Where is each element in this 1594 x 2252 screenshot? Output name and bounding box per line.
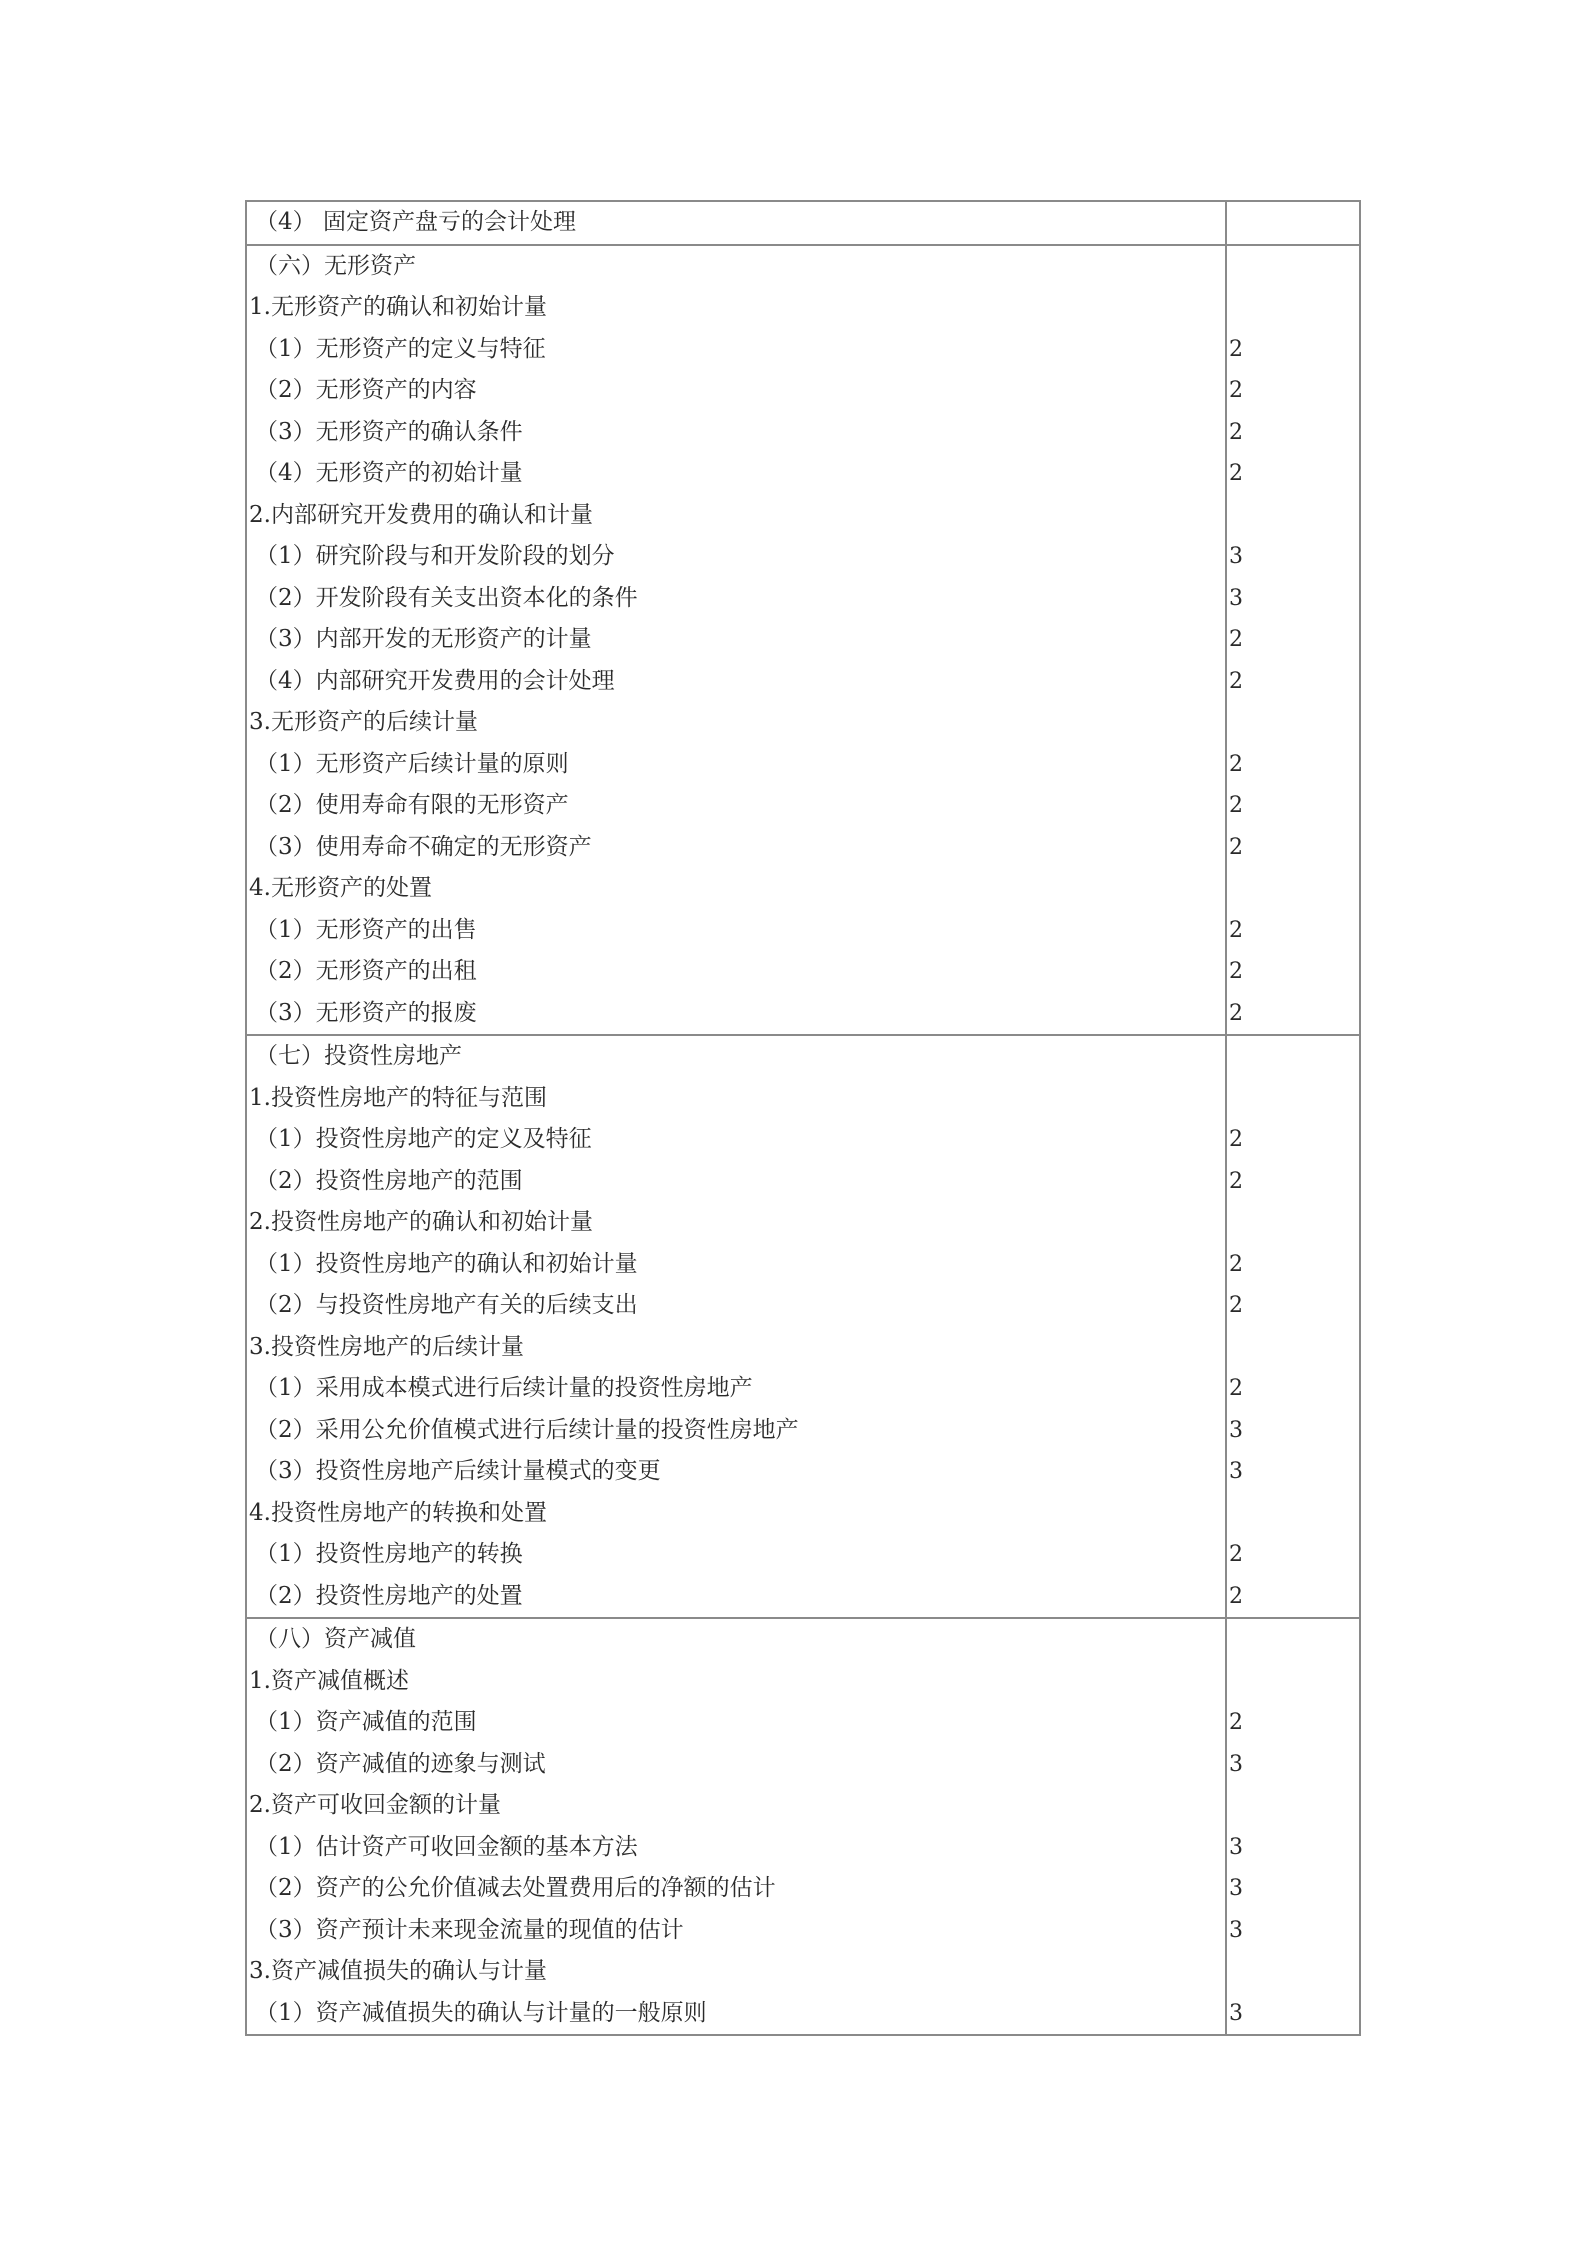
level-cell: [1226, 1618, 1360, 2035]
topic-item: （4） 固定资产盘亏的会计处理: [255, 209, 576, 235]
section-heading: （六）无形资产: [255, 252, 416, 279]
topic-heading: 3.资产减值损失的确认与计量: [249, 1958, 547, 1984]
level-number: 3: [1229, 1751, 1243, 1777]
topic-item: （1）无形资产的定义与特征: [255, 335, 546, 362]
level-number: 2: [1229, 1583, 1243, 1609]
level-number: 2: [1229, 1000, 1243, 1026]
level-number: 2: [1229, 668, 1243, 694]
topic-heading: 2.资产可收回金额的计量: [249, 1792, 501, 1818]
level-number: [1227, 1619, 1359, 1661]
topic-item: （3）内部开发的无形资产的计量: [255, 626, 592, 652]
topic-heading: 1.投资性房地产的特征与范围: [249, 1084, 547, 1111]
level-number: 2: [1229, 793, 1243, 818]
level-cell: [1226, 201, 1360, 245]
level-number: 2: [1229, 751, 1243, 777]
level-number: 2: [1229, 461, 1243, 486]
topic-item: （2）使用寿命有限的无形资产: [255, 792, 569, 818]
topic-item: （2）与投资性房地产有关的后续支出: [255, 1292, 638, 1318]
level-number: [1227, 202, 1359, 244]
topic-item: （3）无形资产的确认条件: [255, 418, 523, 445]
level-number: 3: [1229, 585, 1243, 611]
level-number: 2: [1229, 627, 1243, 652]
level-number: [1227, 1951, 1359, 1993]
level-number: 3: [1229, 1459, 1243, 1484]
topic-heading: 1.无形资产的确认和初始计量: [249, 294, 547, 320]
topic-heading: 4.无形资产的处置: [249, 875, 432, 901]
level-number: [1227, 1661, 1359, 1703]
level-cell: [1226, 245, 1360, 1036]
topic-item: （1）估计资产可收回金额的基本方法: [255, 1833, 638, 1860]
topic-item: （1）无形资产后续计量的原则: [255, 750, 569, 777]
level-number: [1227, 702, 1359, 744]
level-number: [1227, 1493, 1359, 1535]
level-number: 3: [1229, 1876, 1243, 1901]
topic-item: （1）资产减值的范围: [255, 1709, 477, 1735]
level-number: 3: [1229, 544, 1243, 569]
syllabus-table-body: [246, 201, 1360, 2035]
topic-item: （1）研究阶段与和开发阶段的划分: [255, 543, 615, 569]
topic-item: （2）资产的公允价值减去处置费用后的净额的估计: [255, 1875, 776, 1901]
level-number: 2: [1229, 1293, 1243, 1318]
level-number: 2: [1229, 1251, 1243, 1277]
topic-item: （2）资产减值的迹象与测试: [255, 1750, 546, 1777]
level-number: [1227, 1327, 1359, 1369]
level-number: [1227, 246, 1359, 288]
topic-cell: [246, 1035, 1226, 1618]
topic-item: （1）投资性房地产的确认和初始计量: [255, 1250, 638, 1277]
level-number: [1227, 1785, 1359, 1827]
section-row: [246, 1618, 1360, 2035]
level-number: [1227, 495, 1359, 537]
syllabus-table: [245, 200, 1361, 2036]
level-number: 2: [1229, 1168, 1243, 1194]
level-number: 2: [1229, 1542, 1243, 1567]
topic-item: （1）无形资产的出售: [255, 916, 477, 943]
level-number: 2: [1229, 378, 1243, 403]
level-number: 2: [1229, 1376, 1243, 1401]
topic-heading: 3.投资性房地产的后续计量: [249, 1333, 524, 1360]
topic-item: （3）无形资产的报废: [255, 999, 477, 1026]
topic-item: （2）投资性房地产的处置: [255, 1582, 523, 1609]
topic-cell: [246, 201, 1226, 245]
level-number: [1227, 287, 1359, 329]
topic-heading: 2.内部研究开发费用的确认和计量: [249, 501, 593, 528]
level-number: 2: [1229, 1710, 1243, 1735]
topic-heading: 4.投资性房地产的转换和处置: [249, 1499, 547, 1526]
level-number: 3: [1229, 1834, 1243, 1860]
topic-item: （2）投资性房地产的范围: [255, 1167, 523, 1194]
level-number: 2: [1229, 336, 1243, 362]
topic-item: （2）无形资产的内容: [255, 377, 477, 403]
level-number: 3: [1229, 1917, 1243, 1943]
topic-item: （1）投资性房地产的定义及特征: [255, 1126, 592, 1152]
level-number: 3: [1229, 2000, 1243, 2026]
topic-item: （2）无形资产的出租: [255, 958, 477, 984]
topic-item: （1）采用成本模式进行后续计量的投资性房地产: [255, 1375, 753, 1401]
topic-heading: 1.资产减值概述: [249, 1667, 409, 1694]
level-number: [1227, 1078, 1359, 1120]
level-number: 3: [1229, 1417, 1243, 1443]
section-heading: （七）投资性房地产: [255, 1043, 462, 1069]
level-number: 2: [1229, 419, 1243, 445]
level-cell: [1226, 1035, 1360, 1618]
topic-item: （1）资产减值损失的确认与计量的一般原则: [255, 1999, 707, 2026]
level-number: [1227, 1202, 1359, 1244]
level-number: 2: [1229, 959, 1243, 984]
level-number: [1227, 1036, 1359, 1078]
topic-item: （4）无形资产的初始计量: [255, 460, 523, 486]
topic-item: （1）投资性房地产的转换: [255, 1541, 523, 1567]
topic-heading: 2.投资性房地产的确认和初始计量: [249, 1209, 593, 1235]
topic-item: （2）开发阶段有关支出资本化的条件: [255, 584, 638, 611]
topic-cell: [246, 1618, 1226, 2035]
topic-item: （3）使用寿命不确定的无形资产: [255, 833, 592, 860]
topic-item: （2）采用公允价值模式进行后续计量的投资性房地产: [255, 1416, 799, 1443]
topic-item: （3）投资性房地产后续计量模式的变更: [255, 1458, 661, 1484]
section-row: [246, 1035, 1360, 1618]
level-number: 2: [1229, 917, 1243, 943]
level-number: 2: [1229, 834, 1243, 860]
topic-item: （3）资产预计未来现金流量的现值的估计: [255, 1916, 684, 1943]
section-row: [246, 245, 1360, 1036]
level-number: 2: [1229, 1127, 1243, 1152]
section-row: [246, 201, 1360, 245]
topic-item: （4）内部研究开发费用的会计处理: [255, 667, 615, 694]
section-heading: （八）资产减值: [255, 1626, 416, 1652]
topic-heading: 3.无形资产的后续计量: [249, 709, 478, 735]
level-number: [1227, 868, 1359, 910]
topic-cell: [246, 245, 1226, 1036]
